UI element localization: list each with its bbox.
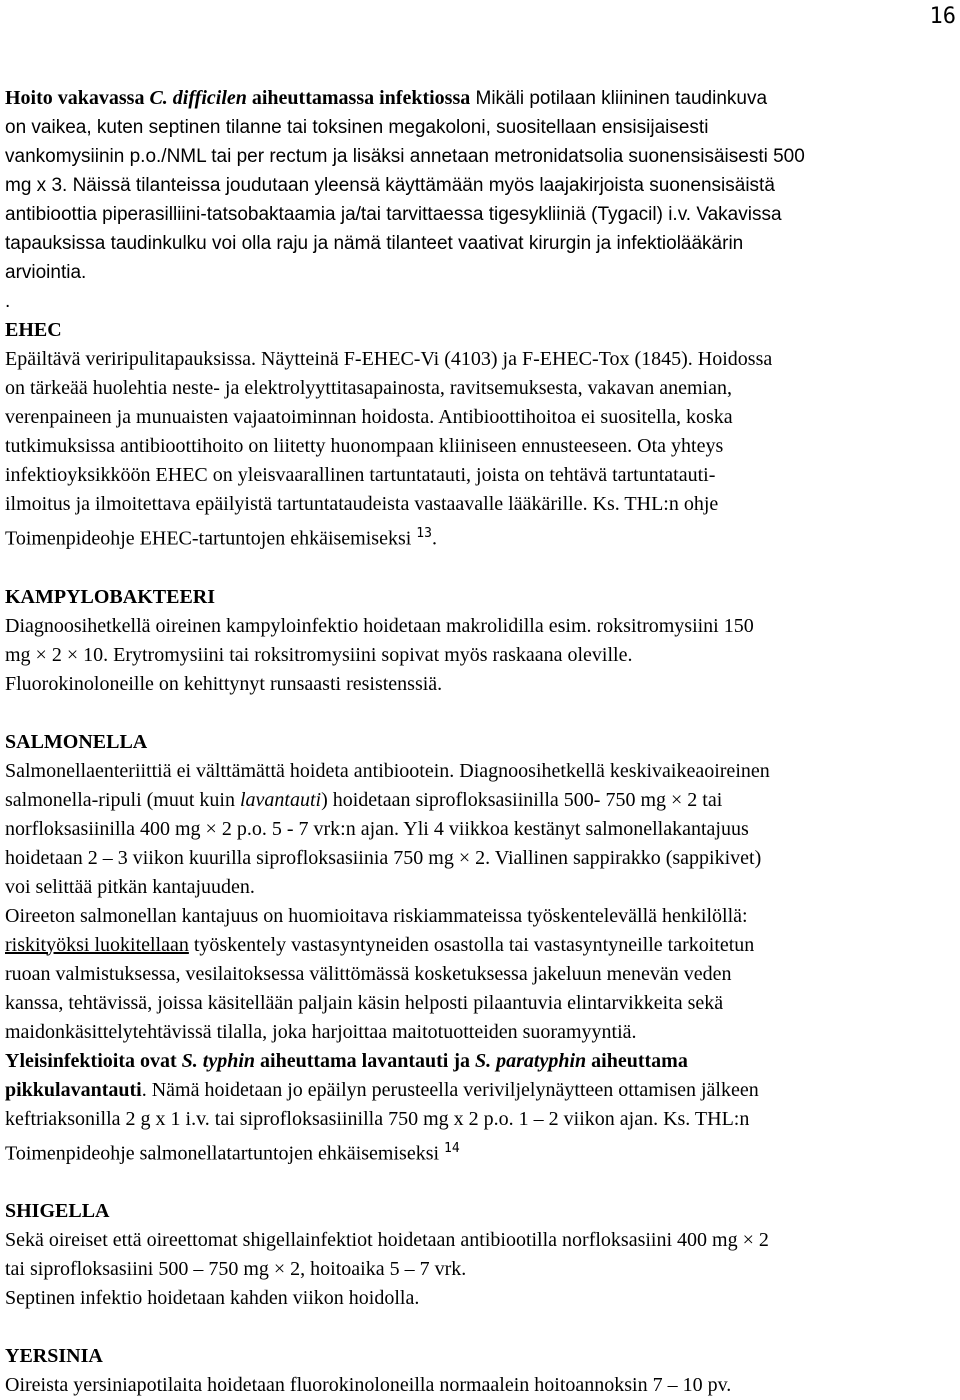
footnote-ref: 14 <box>444 1140 460 1156</box>
yersinia-heading: YERSINIA <box>5 1345 103 1368</box>
page-number: 16 <box>929 4 956 29</box>
shigella-body: Sekä oireiset että oireettomat shigellainfektiot hoidetaan antibiootilla norfloksasiini 400 mg × 2 tai siprofloksasiini 500 – 750 mg × 2, hoitoaika 5 – 7 vrk. Septinen infektio hoidetaan kahden viikon hoidolla. <box>5 1229 769 1310</box>
document-body <box>5 84 955 1400</box>
shigella-heading: SHIGELLA <box>5 1200 110 1223</box>
yersinia-body: Oireista yersiniapotilaita hoidetaan fluorokinoloneilla normaalein hoitoannoksin 7 – 10 pv. <box>5 1374 732 1397</box>
salmonella-paragraph-2: Oireeton salmonellan kantajuus on huomioitava riskiammateissa työskentelevällä henkilöllä: riskityöksi luokitellaan työskentely vastasyntyneiden osastolla tai vastasyntyneille tarkoitetun ruoan valmistuksessa, vesilaitoksessa välittömässä kosketuksessa jakeluun menevän veden kanssa, tehtävissä, joissa käsitellään paljain käsin helposti pilaantuvia elintarvikkeita sekä maidonkäsittelytehtävissä tilalla, joka harjoittaa maitotuotteiden suoramyyntiä. <box>5 904 755 1043</box>
salmonella-paragraph-1: Salmonellaenteriittiä ei välttämättä hoideta antibiootein. Diagnoosihetkellä keskivaikeaoireinen salmonella-ripuli (muut kuin lavantauti) hoidetaan siprofloksasiinilla 500- 750 mg × 2 tai norfloksasiinilla 400 mg × 2 p.o. 5 - 7 vrk:n ajan. Yli 4 viikkoa kestänyt salmonellakantajuus hoidetaan 2 – 3 viikon kuurilla siprofloksasiinia 750 mg × 2. Viallinen sappirakko (sappikivet) voi selittää pitkän kantajuuden. <box>5 759 770 898</box>
kampylo-body: Diagnoosihetkellä oireinen kampyloinfektio hoidetaan makrolidilla esim. roksitromysiini 150 mg × 2 × 10. Erytromysiini tai roksitromysiini sopivat myös raskaana oleville. Fluorokinoloneille on kehittynyt runsaasti resistenssiä. <box>5 614 754 695</box>
cdiff-paragraph: Hoito vakavassa C. difficilen aiheuttamassa infektiossa Mikäli potilaan kliininen taudinkuva on vaikea, kuten septinen tilanne tai toksinen megakoloni, suositellaan ensisijaisesti vankomysiinin p.o./NML tai per rectum ja lisäksi annetaan metronidatsolia suonensisäisesti 500 mg x 3. Näissä tilanteissa joudutaan yleensä käyttämään myös laajakirjoista suonensisäistä antibioottia piperasilliini-tatsobaktaamia ja/tai tarvittaessa tigesykliiniä (Tygacil) i.v. Vakavissa tapauksissa taudinkulku voi olla raju ja nämä tilanteet vaativat kirurgin ja infektiolääkärin arviointia. . <box>5 87 805 312</box>
footnote-ref: 13 <box>416 526 432 541</box>
kampylo-heading: KAMPYLOBAKTEERI <box>5 585 216 608</box>
salmonella-heading: SALMONELLA <box>5 730 148 753</box>
ehec-body: Epäiltävä veriripulitapauksissa. Näytteinä F-EHEC-Vi (4103) ja F-EHEC-Tox (1845). Hoidossa on tärkeää huolehtia neste- ja elektrolyyttitasapainosta, ravitsemuksesta, vakavan anemian, verenpaineen ja munuaisten vajaatoiminnan hoidosta. Antibioottihoitoa ei suositella, koska tutkimuksissa antibioottihoito on liitetty huonompaan kliiniseen ennusteeseen. Ota yhteys infektioyksikköön EHEC on yleisvaarallinen tartuntatauti, joista on tehtävä tartuntatauti- ilmoitus ja ilmoitettava epäilyistä tartuntataudeista vastaavalle lääkärille. Ks. THL:n ohje Toimenpideohje EHEC-tartuntojen ehkäisemiseksi $^{13}$. <box>5 348 773 550</box>
cdiff-title: Hoito vakavassa C. difficilen aiheuttamassa infektiossa <box>5 87 471 109</box>
ehec-heading: EHEC <box>5 319 62 341</box>
cdiff-body: on vaikea, kuten septinen tilanne tai toksinen megakoloni, suositellaan ensisijaisesti vankomysiinin p.o./NML tai per rectum ja lisäksi annetaan metronidatsolia suonensisäisesti 500 mg x 3. Näissä tilanteissa joudutaan yleensä käyttämään myös laajakirjoista suonensisäistä antibioottia piperasilliini-tatsobaktaamia ja/tai tarvittaessa tigesykliiniä (Tygacil) i.v. Vakavissa tapauksissa taudinkulku voi olla raju ja nämä tilanteet vaativat kirurgin ja infektiolääkärin arviointia. . <box>5 117 805 312</box>
salmonella-paragraph-3: Yleisinfektioita ovat S. typhin aiheuttama lavantauti ja S. paratyphin aiheuttama pikkulavantauti. Nämä hoidetaan jo epäilyn perusteella veriviljelynäytteen ottamisen jälkeen keftriaksonilla 2 g x 1 i.v. tai siprofloksasiinilla 750 mg x 2 p.o. 1 – 2 viikon ajan. Ks. THL:n Toimenpideohje salmonellatartuntojen ehkäisemiseksi $^{14}$ <box>5 1049 759 1165</box>
